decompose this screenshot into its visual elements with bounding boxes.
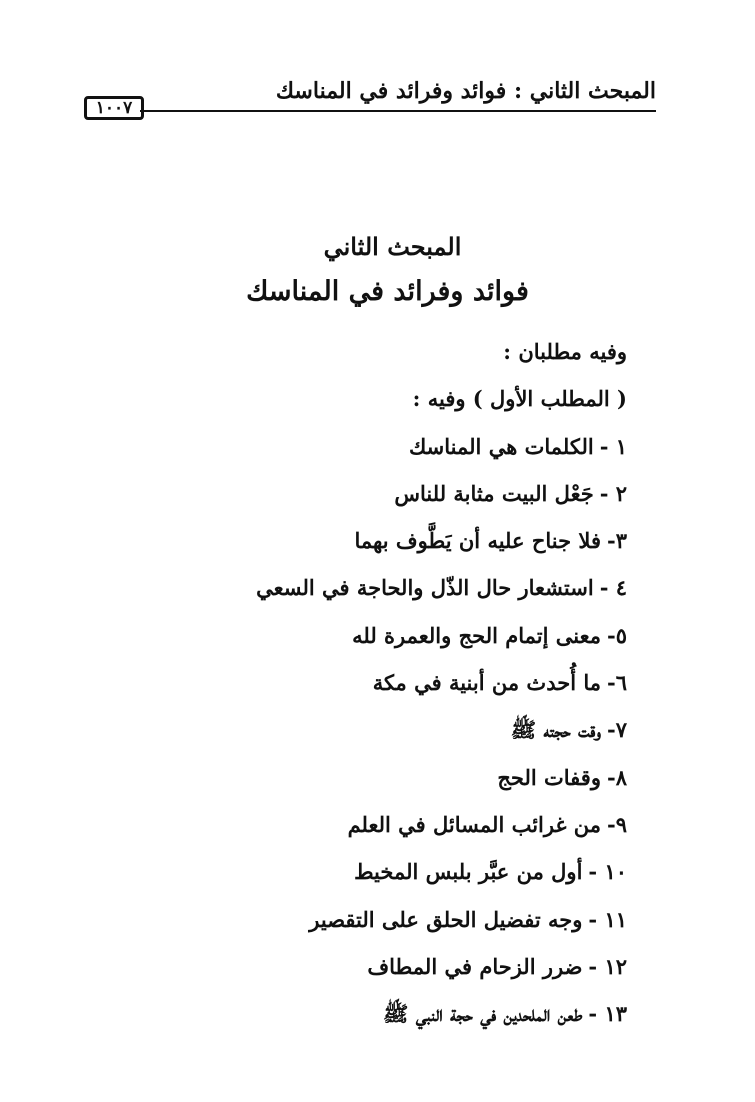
item-text: الكلمات هي المناسك bbox=[408, 433, 594, 459]
item-number: ١٣ - bbox=[588, 1001, 627, 1027]
list-item bbox=[107, 671, 627, 718]
item-number: ٤ - bbox=[599, 575, 627, 601]
list-item bbox=[107, 955, 627, 1002]
item-number: ٥- bbox=[607, 622, 627, 648]
item-number: ٦- bbox=[607, 670, 627, 696]
intro-text: وفيه مطلبان : bbox=[503, 339, 627, 364]
item-number: ٣- bbox=[607, 528, 627, 554]
list-item bbox=[107, 576, 627, 623]
list-item bbox=[107, 529, 627, 576]
item-text: ما أُحدث من أبنية في مكة bbox=[372, 670, 601, 696]
item-text: طعن الملحدين في حجة النبي ﷺ bbox=[383, 1001, 583, 1027]
item-text: معنى إتمام الحج والعمرة لله bbox=[352, 622, 601, 648]
item-text: جَعْل البيت مثابة للناس bbox=[394, 480, 594, 506]
item-number: ١١ - bbox=[588, 906, 627, 932]
item-text: وقت حجته ﷺ bbox=[510, 717, 601, 743]
item-number: ٧- bbox=[607, 717, 627, 743]
list-item bbox=[107, 860, 627, 907]
header-rule bbox=[140, 110, 656, 112]
item-text: أول من عبَّر بلبس المخيط bbox=[354, 859, 583, 885]
running-header-title: المبحث الثاني : فوائد وفرائد في المناسك bbox=[275, 78, 656, 104]
item-text: استشعار حال الذّل والحاجة في السعي bbox=[256, 575, 594, 601]
item-number: ٩- bbox=[607, 811, 627, 837]
list-item bbox=[107, 813, 627, 860]
list-item bbox=[107, 1002, 627, 1049]
item-text: وقفات الحج bbox=[497, 764, 601, 790]
list-item bbox=[107, 908, 627, 955]
item-text: وجه تفضيل الحلق على التقصير bbox=[309, 906, 583, 932]
list-item bbox=[107, 482, 627, 529]
section-title: فوائد وفرائد في المناسك bbox=[246, 276, 529, 307]
subsection-heading: ( المطلب الأول ) وفيه : bbox=[412, 386, 627, 412]
item-number: ١ - bbox=[599, 433, 627, 459]
section-label: المبحث الثاني bbox=[323, 232, 462, 261]
item-text: فلا جناح عليه أن يَطَّوف بهما bbox=[354, 528, 601, 554]
list-item bbox=[107, 435, 627, 482]
item-text: من غرائب المسائل في العلم bbox=[347, 811, 601, 837]
item-number: ١٠ - bbox=[588, 859, 627, 885]
item-number: ٨- bbox=[607, 764, 627, 790]
list-item bbox=[107, 766, 627, 813]
item-text: ضرر الزحام في المطاف bbox=[367, 953, 583, 979]
item-number: ١٢ - bbox=[588, 953, 627, 979]
list-item bbox=[107, 718, 627, 765]
page-number: ١٠٠٧ bbox=[84, 96, 144, 120]
content-list bbox=[107, 340, 627, 1049]
list-item bbox=[107, 624, 627, 671]
page-header bbox=[84, 78, 656, 118]
item-number: ٢ - bbox=[599, 480, 627, 506]
